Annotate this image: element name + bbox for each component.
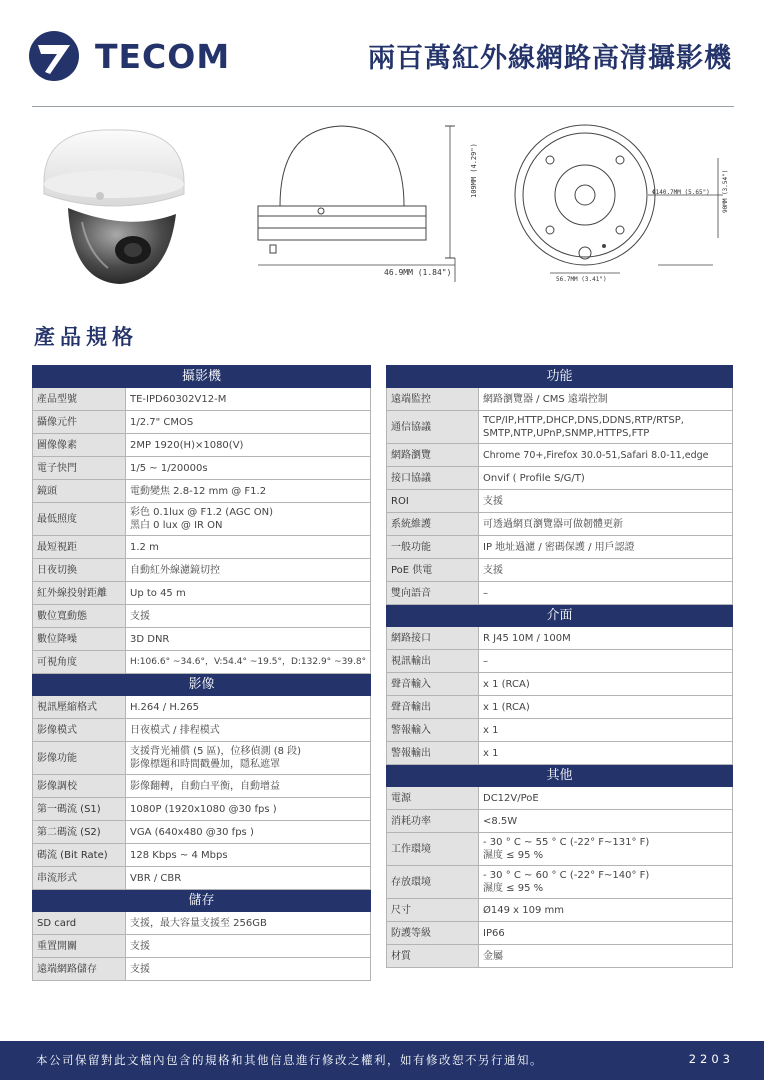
spec-value (479, 411, 733, 444)
spec-value-line: TCP/IP,HTTP,DHCP,DNS,DDNS,RTP/RTSP, (483, 415, 684, 426)
spec-value-line: 濕度 ≤ 95 % (483, 850, 544, 861)
spec-row (33, 844, 371, 867)
spec-value-line: 影像標題和時間戳疊加，隱私遮罩 (130, 759, 280, 770)
spec-row (33, 935, 371, 958)
spec-label: ROI (387, 490, 479, 513)
spec-row (33, 480, 371, 503)
spec-label: 材質 (387, 945, 479, 968)
spec-value: H:106.6° ~34.6°，V:54.4° ~19.5°，D:132.9° ~39.8° (126, 651, 371, 674)
other-section-header: 其他 (387, 765, 733, 787)
spec-row (33, 582, 371, 605)
spec-label: 影像調校 (33, 775, 126, 798)
camera-section-header: 攝影機 (33, 366, 371, 388)
spec-row (387, 444, 733, 467)
spec-label: 通信協議 (387, 411, 479, 444)
function-section-header: 功能 (387, 366, 733, 388)
spec-row (33, 912, 371, 935)
spec-row (387, 922, 733, 945)
spec-value: x 1 (RCA) (479, 696, 733, 719)
spec-value: Chrome 70+,Firefox 30.0-51,Safari 8.0-11,edge (479, 444, 733, 467)
spec-label: 遠端網路儲存 (33, 958, 126, 981)
spec-label: 數位降噪 (33, 628, 126, 651)
spec-value (126, 742, 371, 775)
spec-label: 產品型號 (33, 388, 126, 411)
spec-value (126, 503, 371, 536)
spec-row (33, 457, 371, 480)
document-title: 兩百萬紅外線網路高清攝影機 (368, 43, 732, 74)
spec-label: 視訊輸出 (387, 650, 479, 673)
spec-row (33, 605, 371, 628)
spec-value (479, 866, 733, 899)
spec-row (387, 866, 733, 899)
spec-label: 可視角度 (33, 651, 126, 674)
spec-value: x 1 (479, 742, 733, 765)
spec-row (387, 742, 733, 765)
spec-value: Ø149 x 109 mm (479, 899, 733, 922)
spec-value: 2MP 1920(H)×1080(V) (126, 434, 371, 457)
header-divider (32, 106, 734, 107)
spec-row (33, 958, 371, 981)
spec-label: SD card (33, 912, 126, 935)
spec-value: IP66 (479, 922, 733, 945)
spec-row (387, 810, 733, 833)
left-spec-table (32, 365, 371, 981)
spec-label: 網路瀏覽 (387, 444, 479, 467)
spec-row (33, 503, 371, 536)
spec-label: 工作環境 (387, 833, 479, 866)
spec-row (387, 650, 733, 673)
brand-name: TECOM (95, 37, 231, 76)
spec-value: 支援 (126, 605, 371, 628)
spec-row (33, 775, 371, 798)
storage-section-header: 儲存 (33, 890, 371, 912)
spec-label: 警報輸出 (387, 742, 479, 765)
spec-label: 消耗功率 (387, 810, 479, 833)
spec-label: 尺寸 (387, 899, 479, 922)
spec-row (387, 719, 733, 742)
spec-row (387, 490, 733, 513)
spec-row (33, 536, 371, 559)
spec-row (33, 434, 371, 457)
spec-row (387, 388, 733, 411)
spec-value: Onvif ( Profile S/G/T) (479, 467, 733, 490)
spec-value-line: - 30 ° C ~ 55 ° C (-22° F~131° F) (483, 837, 650, 848)
spec-value: Up to 45 m (126, 582, 371, 605)
tecom-logo-icon (28, 30, 80, 82)
spec-label: 電源 (387, 787, 479, 810)
spec-heading: 產品規格 (34, 325, 138, 349)
spec-row (387, 787, 733, 810)
spec-value: H.264 / H.265 (126, 696, 371, 719)
spec-value: – (479, 650, 733, 673)
spec-label: 紅外線投射距離 (33, 582, 126, 605)
spec-value: 支援 (126, 935, 371, 958)
right-spec-table (386, 365, 733, 968)
spec-value: 128 Kbps ~ 4 Mbps (126, 844, 371, 867)
spec-label: PoE 供電 (387, 559, 479, 582)
spec-row (33, 388, 371, 411)
spec-value: R J45 10M / 100M (479, 627, 733, 650)
spec-value: DC12V/PoE (479, 787, 733, 810)
spec-value-line: 支援背光補償 (5 區)，位移偵測 (8 段) (130, 746, 302, 757)
spec-value: TE-IPD60302V12-M (126, 388, 371, 411)
spec-value: VBR / CBR (126, 867, 371, 890)
spec-label: 防護等級 (387, 922, 479, 945)
spec-label: 網路接口 (387, 627, 479, 650)
spec-value-line: 彩色 0.1lux @ F1.2 (AGC ON) (130, 507, 274, 518)
spec-value: IP 地址過濾 / 密碼保護 / 用戶認證 (479, 536, 733, 559)
spec-value-line: 濕度 ≤ 95 % (483, 883, 544, 894)
spec-label: 最低照度 (33, 503, 126, 536)
spec-value: 支援 (479, 559, 733, 582)
spec-label: 遠端監控 (387, 388, 479, 411)
spec-row (33, 742, 371, 775)
top-view-drawing (508, 118, 738, 288)
spec-value: 網路瀏覽器 / CMS 遠端控制 (479, 388, 733, 411)
spec-label: 視訊壓縮格式 (33, 696, 126, 719)
spec-label: 聲音輸入 (387, 673, 479, 696)
diameter-dimension-label: Φ140.7MM (5.65") (652, 189, 710, 196)
spec-value: – (479, 582, 733, 605)
spec-value: 影像翻轉，自動白平衡，自動增益 (126, 775, 371, 798)
spec-label: 圖像像素 (33, 434, 126, 457)
spec-row (387, 536, 733, 559)
spec-row (387, 673, 733, 696)
spec-row (387, 833, 733, 866)
spec-row (33, 651, 371, 674)
spec-row (387, 513, 733, 536)
width-dimension-label: 46.9MM (1.84") (384, 268, 452, 277)
spec-row (387, 899, 733, 922)
spec-value: 金屬 (479, 945, 733, 968)
spec-label: 最短視距 (33, 536, 126, 559)
spec-label: 數位寬動態 (33, 605, 126, 628)
interface-section-header: 介面 (387, 605, 733, 627)
spec-label: 串流形式 (33, 867, 126, 890)
spec-row (387, 559, 733, 582)
spec-row (387, 582, 733, 605)
spec-value: 1/2.7" CMOS (126, 411, 371, 434)
spec-value: 支援，最大容量支援至 256GB (126, 912, 371, 935)
spec-value-line: SMTP,NTP,UPnP,SNMP,HTTPS,FTP (483, 428, 650, 439)
spec-value: 日夜模式 / 排程模式 (126, 719, 371, 742)
spec-row (33, 559, 371, 582)
spec-value-line: - 30 ° C ~ 60 ° C (-22° F~140° F) (483, 870, 650, 881)
spec-label: 系統維護 (387, 513, 479, 536)
spec-value: 3D DNR (126, 628, 371, 651)
spec-row (33, 411, 371, 434)
spec-value: 1080P (1920x1080 @30 fps ) (126, 798, 371, 821)
bottom-dimension-label: 56.7MM (3.41") (556, 276, 607, 283)
spec-row (387, 467, 733, 490)
spec-row (387, 696, 733, 719)
spec-label: 聲音輸出 (387, 696, 479, 719)
footer-disclaimer: 本公司保留對此文檔內包含的規格和其他信息進行修改之權利，如有修改恕不另行通知。 (36, 1053, 543, 1067)
brand-logo (28, 30, 80, 82)
spec-label: 警報輸入 (387, 719, 479, 742)
spec-value: 可透過網頁瀏覽器可做韌體更新 (479, 513, 733, 536)
spec-label: 電子快門 (33, 457, 126, 480)
spec-label: 攝像元件 (33, 411, 126, 434)
spec-value (479, 833, 733, 866)
spec-value: 自動紅外線濾鏡切控 (126, 559, 371, 582)
side-view-drawing (250, 118, 500, 286)
spec-row (33, 719, 371, 742)
spec-value: x 1 (RCA) (479, 673, 733, 696)
spec-value: x 1 (479, 719, 733, 742)
spec-value: 支援 (479, 490, 733, 513)
spec-row (33, 628, 371, 651)
spec-value: 1.2 m (126, 536, 371, 559)
spec-row (387, 627, 733, 650)
spec-label: 一般功能 (387, 536, 479, 559)
spec-value-line: 黑白 0 lux @ IR ON (130, 520, 223, 531)
spec-value: 1/5 ~ 1/20000s (126, 457, 371, 480)
spec-label: 鏡頭 (33, 480, 126, 503)
spec-label: 重置開關 (33, 935, 126, 958)
spec-row (33, 821, 371, 844)
spec-label: 影像模式 (33, 719, 126, 742)
depth-dimension-label: 90MM (3.54") (722, 169, 729, 213)
spec-label: 日夜切換 (33, 559, 126, 582)
spec-row (33, 867, 371, 890)
document-code: 2203 (688, 1052, 734, 1066)
spec-value: 支援 (126, 958, 371, 981)
spec-label: 第二碼流 (S2) (33, 821, 126, 844)
spec-row (387, 945, 733, 968)
height-dimension-label: 109MM (4.29") (470, 143, 478, 198)
spec-value: VGA (640x480 @30 fps ) (126, 821, 371, 844)
spec-label: 第一碼流 (S1) (33, 798, 126, 821)
spec-row (387, 411, 733, 444)
spec-label: 碼流 (Bit Rate) (33, 844, 126, 867)
spec-row (33, 696, 371, 719)
spec-label: 接口協議 (387, 467, 479, 490)
spec-label: 影像功能 (33, 742, 126, 775)
spec-value: 電動變焦 2.8-12 mm @ F1.2 (126, 480, 371, 503)
spec-label: 雙向語音 (387, 582, 479, 605)
spec-value: <8.5W (479, 810, 733, 833)
spec-label: 存放環境 (387, 866, 479, 899)
spec-row (33, 798, 371, 821)
image-section-header: 影像 (33, 674, 371, 696)
camera-photo (38, 122, 190, 290)
